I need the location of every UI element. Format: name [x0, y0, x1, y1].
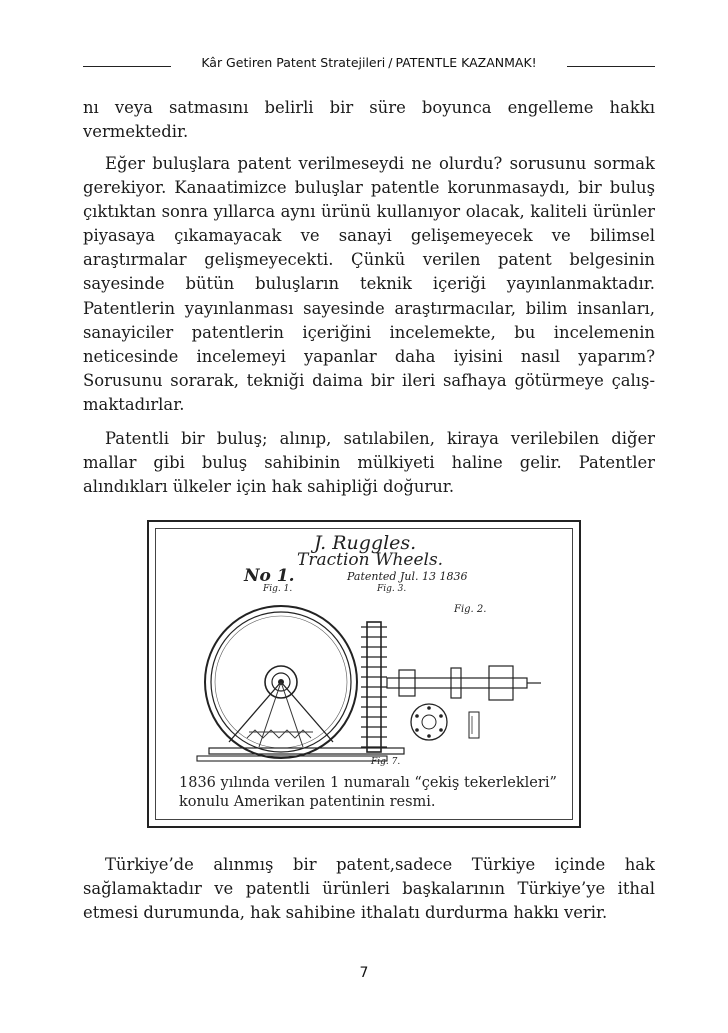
drawing-invention-title: Traction Wheels.: [297, 550, 444, 570]
caption-line-2: konulu Amerikan patentinin resmi.: [179, 794, 436, 810]
header-book-title: Kâr Getiren Patent Stratejileri: [201, 54, 386, 70]
drawing-fig2-label: Fig. 2.: [454, 604, 487, 615]
paragraph-continuation: nı veya satmasını belirli bir süre boyunca engelleme hakkı vermektedir.: [83, 98, 655, 142]
running-header: [83, 52, 655, 72]
paragraph-patent-importance: Eğer buluşlara patent verilmeseydi ne olurdu? sorusunu sormak gerekiyor. Kanaatimizce buluşlar patentle korunmasaydı, bir buluş çıktıktan sonra yıllarca aynı ürünü kullanıyor olacak, kaliteli ürünler piyasaya çıkamayacak ve sanayi gelişemeyecek ve bilimsel araştırmalar gelişmeyecekti. Çünkü verilen patent belgesinin sayesinde bütün buluşların teknik içeriği yayınlanmaktadır. Patentlerin yayınlanması sayesinde araştırmacılar, bilim insanları, sanayiciler patentlerin içeriğini incelemekte, bu incelemenin neticesinde incelemeyi yapanlar daha iyisini nasıl yaparım? Sorusunu sorarak, tekniği daima bir ileri safhaya götürmeye çalışmaktadırlar.: [83, 154, 655, 414]
paragraph-turkey-patent: Türkiye’de alınmış bir patent,sadece Türkiye içinde hak sağlamaktadır ve patentli ürünleri başkalarının Türkiye’ye ithal etmesi durumunda, hak sahibine ithalatı durdurma hakkı verir.: [83, 855, 655, 923]
header-series-title: PATENTLE KAZANMAK!: [395, 54, 537, 70]
caption-line-1: 1836 yılında verilen 1 numaralı “çekiş tekerlekleri”: [179, 775, 557, 791]
traction-wheel-drawing: [189, 582, 549, 762]
drawing-inventor-name: J. Ruggles.: [314, 532, 417, 554]
header-separator: /: [388, 54, 393, 70]
drawing-number-label: No 1.: [244, 566, 295, 586]
header-rule-left: [83, 66, 171, 67]
header-rule-right: [567, 66, 655, 67]
drawing-fig7-label: Fig. 7.: [371, 757, 401, 767]
figure-caption: [179, 774, 569, 812]
patent-figure: [147, 520, 581, 828]
drawing-patented-date: Patented Jul. 13 1836: [347, 570, 468, 583]
drawing-fig1-label: Fig. 1.: [263, 584, 293, 594]
drawing-fig3-label: Fig. 3.: [377, 584, 407, 594]
page-number: 7: [359, 965, 369, 981]
paragraph-patent-property: Patentli bir buluş; alınıp, satılabilen, kiraya verilebilen diğer mallar gibi buluş sahibinin mülkiyeti haline gelir. Patentler alındıkları ülkeler için hak sahipliği doğurur.: [83, 429, 655, 497]
header-title: [201, 55, 536, 70]
